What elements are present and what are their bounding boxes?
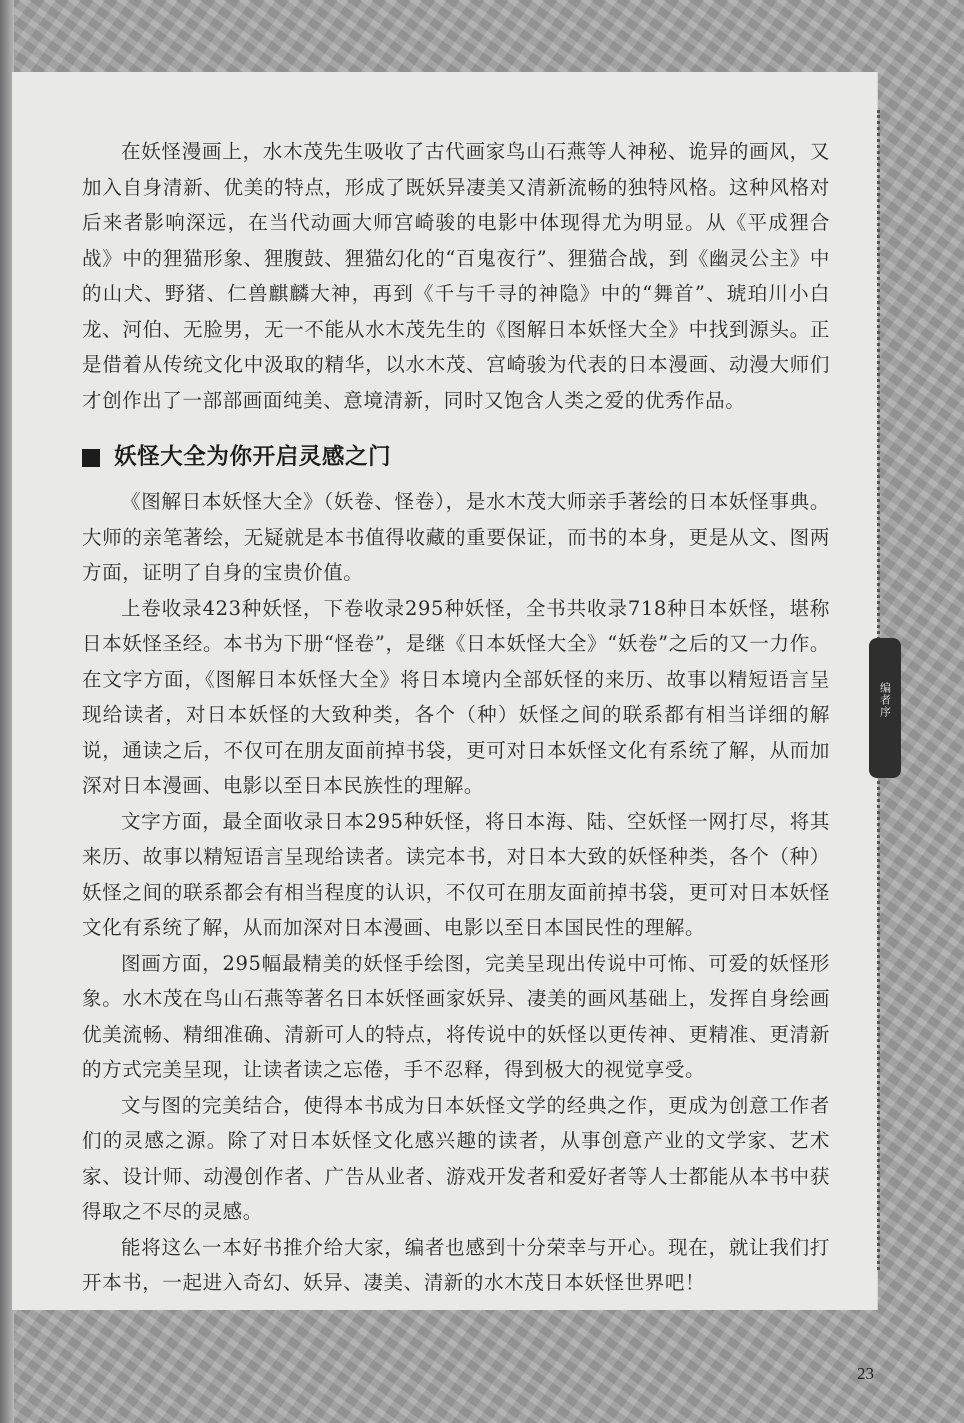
paragraph: 图画方面，295幅最精美的妖怪手绘图，完美呈现出传说中可怖、可爱的妖怪形象。水木茂在鸟山石燕等著名日本妖怪画家妖异、凄美的画风基础上，发挥自身绘画优美流畅、精细准确、清新可人的特点，将传说中的妖怪以更传神、更精准、更清新的方式完美呈现，让读者读之忘倦，手不忍释，得到极大的视觉享受。: [82, 951, 830, 1081]
section-heading-text: 妖怪大全为你开启灵感之门: [114, 444, 392, 471]
paragraph: 文与图的完美结合，使得本书成为日本妖怪文学的经典之作，更成为创意工作者们的灵感之源。除了对日本妖怪文化感兴趣的读者，从事创意产业的文学家、艺术家、设计师、动漫创作者、广告从业者、游戏开发者和爱好者等人士都能从本书中获得取之不尽的灵感。: [82, 1093, 830, 1223]
page-number: 23: [857, 1364, 874, 1383]
chapter-side-tab: [869, 638, 901, 778]
paragraph: 上卷收录423种妖怪，下卷收录295种妖怪，全书共收录718种日本妖怪，堪称日本妖怪圣经。本书为下册“怪卷”，是继《日本妖怪大全》“妖卷”之后的又一力作。在文字方面，《图解日本妖怪大全》将日本境内全部妖怪的来历、故事以精短语言呈现给读者，对日本妖怪的大致种类，各个（种）妖怪之间的联系都有相当详细的解说，通读之后，不仅可在朋友面前掉书袋，更可对日本妖怪文化有系统了解，从而加深对日本漫画、电影以至日本民族性的理解。: [82, 596, 830, 797]
paragraph: 《图解日本妖怪大全》（妖卷、怪卷），是水木茂大师亲手著绘的日本妖怪事典。大师的亲笔著绘，无疑就是本书值得收藏的重要保证，而书的本身，更是从文、图两方面，证明了自身的宝贵价值。: [82, 490, 830, 584]
section-heading: [82, 440, 830, 476]
square-bullet-icon: [82, 449, 100, 467]
paragraph: 能将这么一本好书推介给大家，编者也感到十分荣幸与开心。现在，就让我们打开本书，一起进入奇幻、妖异、凄美、清新的水木茂日本妖怪世界吧！: [82, 1235, 830, 1294]
paragraph-intro: 在妖怪漫画上，水木茂先生吸收了古代画家鸟山石燕等人神秘、诡异的画风，又加入自身清新、优美的特点，形成了既妖异凄美又清新流畅的独特风格。这种风格对后来者影响深远，在当代动画大师宫崎骏的电影中体现得尤为明显。从《平成狸合战》中的狸猫形象、狸腹鼓、狸猫幻化的“百鬼夜行”、狸猫合战，到《幽灵公主》中的山犬、野猪、仁兽麒麟大神，再到《千与千寻的神隐》中的“舞首”、琥珀川小白龙、河伯、无脸男，无一不能从水木茂先生的《图解日本妖怪大全》中找到源头。正是借着从传统文化中汲取的精华，以水木茂、宫崎骏为代表的日本漫画、动漫大师们才创作出了一部部画面纯美、意境清新，同时又饱含人类之爱的优秀作品。: [82, 140, 830, 412]
side-tab-label: 编者序: [878, 682, 892, 718]
paragraph: 文字方面，最全面收录日本295种妖怪，将日本海、陆、空妖怪一网打尽，将其来历、故事以精短语言呈现给读者。读完本书，对日本大致的妖怪种类，各个（种）妖怪之间的联系都会有相当程度的认识，不仅可在朋友面前掉书袋，更可对日本妖怪文化有系统了解，从而加深对日本漫画、电影以至日本国民性的理解。: [82, 809, 830, 939]
main-content: [82, 134, 830, 1301]
